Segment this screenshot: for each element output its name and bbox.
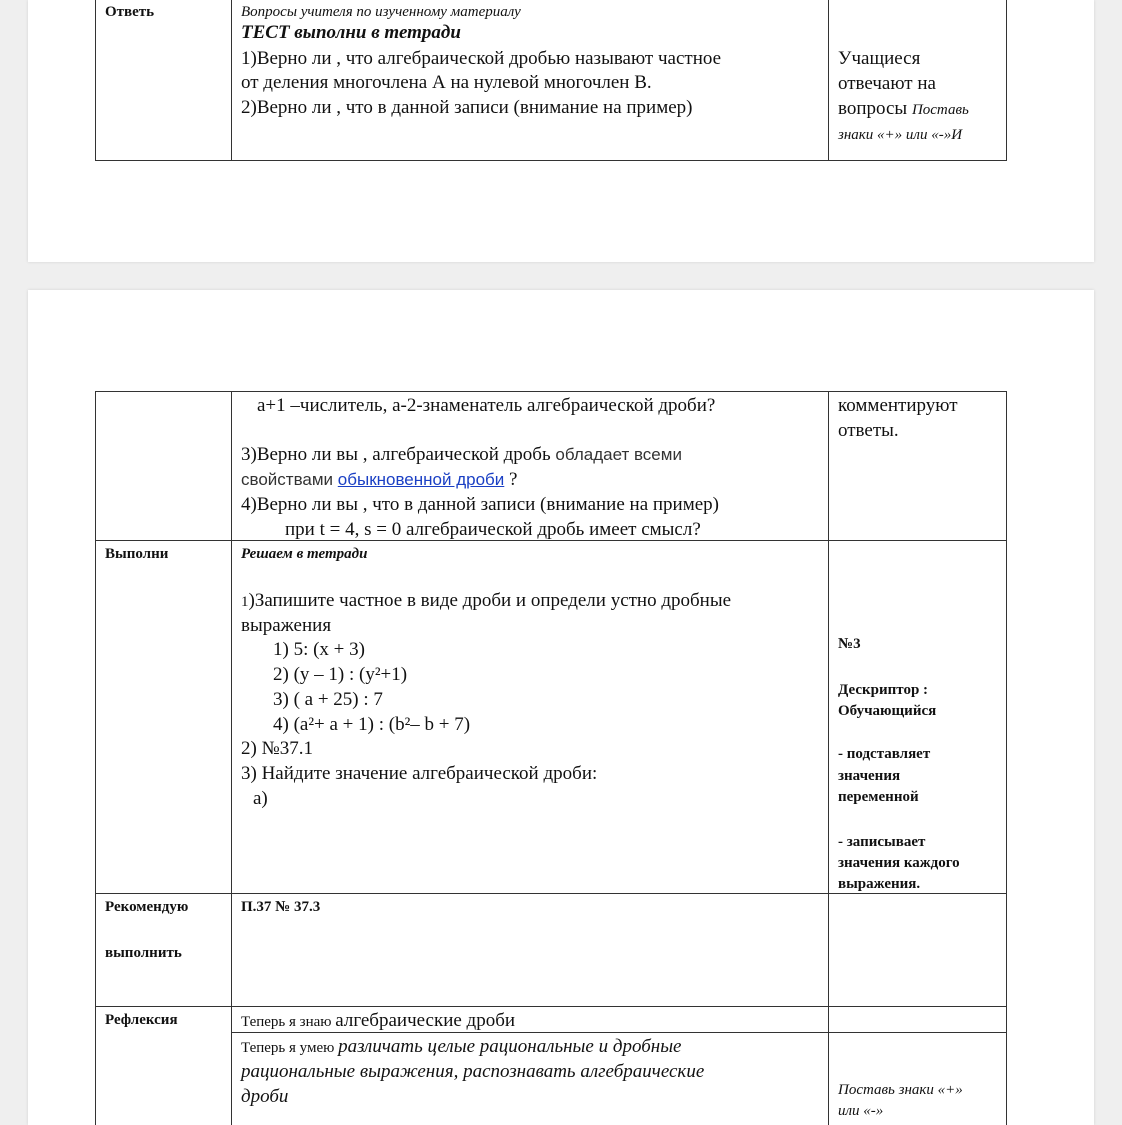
right-text: Учащиеся	[838, 48, 921, 69]
row-label: Выполни	[105, 546, 169, 562]
row-label: Рефлексия	[105, 1012, 178, 1028]
descriptor: Дескриптор :	[838, 682, 929, 698]
descriptor-item: - записывает	[838, 834, 926, 850]
text: обладает всеми	[555, 445, 682, 464]
text-line: 1)Верно ли , что алгебраической дробью называют частное	[241, 48, 722, 69]
table-border	[95, 160, 1007, 161]
task-3: 3) Найдите значение алгебраической дроби:	[241, 763, 598, 784]
text: Поставь	[911, 102, 969, 118]
text-line: выражения	[241, 615, 332, 636]
right-text: Поставь знаки «+»	[838, 1082, 963, 1098]
descriptor-item: переменной	[838, 789, 919, 805]
document-page-2	[28, 290, 1094, 1125]
descriptor-item: значения каждого	[838, 855, 960, 871]
document-page-1	[28, 0, 1094, 262]
task-1	[241, 589, 731, 614]
text-line: a+1 –числитель, а-2-знаменатель алгебраической дроби?	[257, 395, 716, 416]
question-3	[241, 443, 682, 467]
row-label: Рекомендую	[105, 899, 189, 915]
question-4-line2: при t = 4, s = 0 алгебраической дробь имеет смысл?	[285, 519, 701, 540]
text-line: рациональные выражения, распознавать алгебраические	[241, 1061, 705, 1082]
list-item: 3) ( a + 25) : 7	[273, 689, 383, 710]
task-3a: а)	[253, 788, 268, 809]
table-border	[95, 1006, 1007, 1007]
text: вопросы	[838, 98, 912, 119]
text: 1	[241, 594, 249, 610]
table-border	[231, 0, 232, 161]
table-border	[1006, 391, 1007, 1125]
text: свойствами	[241, 470, 338, 489]
descriptor: Обучающийся	[838, 703, 937, 719]
descriptor-item: - подставляет	[838, 746, 931, 762]
text: различать целые рациональные и дробные	[338, 1036, 682, 1057]
question-4: 4)Верно ли вы , что в данной записи (внимание на пример)	[241, 494, 719, 515]
text-line: от деления многочлена А на нулевой многочлен В.	[241, 72, 652, 93]
task-number: №3	[838, 636, 861, 652]
table-border	[95, 0, 96, 161]
test-title: ТЕСТ выполни в тетради	[241, 22, 461, 43]
homework: П.37 № 37.3	[241, 899, 321, 915]
table-border	[828, 391, 829, 1125]
reflection-can	[241, 1035, 682, 1060]
list-item: 1) 5: (x + 3)	[273, 639, 365, 660]
table-border	[231, 391, 232, 1125]
question-3-line2	[241, 468, 517, 492]
row-label: выполнить	[105, 945, 182, 961]
text: Теперь я знаю	[241, 1014, 336, 1030]
text: ?	[504, 469, 518, 490]
descriptor-item: значения	[838, 768, 901, 784]
task-2: 2) №37.1	[241, 738, 313, 759]
right-text: знаки «+» или «-»И	[838, 127, 963, 143]
text: Теперь я умею	[241, 1040, 339, 1056]
text: 3)Верно ли вы , алгебраической дробь	[241, 444, 556, 465]
row-label: Ответь	[105, 4, 155, 20]
subtitle: Вопросы учителя по изученному материалу	[241, 4, 521, 20]
descriptor-item: выражения.	[838, 876, 921, 892]
table-border	[95, 391, 1007, 392]
list-item: 2) (y – 1) : (y²+1)	[273, 664, 408, 685]
reflection-know	[241, 1009, 515, 1034]
right-text: комментируют	[838, 395, 958, 416]
text: алгебраические дроби	[335, 1010, 516, 1031]
common-fraction-link[interactable]: обыкновенной дроби	[337, 470, 505, 489]
text-line: дроби	[241, 1086, 289, 1107]
text-line: 2)Верно ли , что в данной записи (внимание на пример)	[241, 97, 693, 118]
right-text: ответы.	[838, 420, 899, 441]
table-border	[1006, 0, 1007, 161]
table-border	[828, 0, 829, 161]
table-border	[95, 391, 96, 1125]
list-item: 4) (a²+ a + 1) : (b²– b + 7)	[273, 714, 471, 735]
text: )Запишите частное в виде дроби и определи устно дробные	[248, 590, 732, 611]
section-heading: Решаем в тетради	[241, 546, 368, 562]
right-text	[838, 97, 969, 122]
right-text: или «-»	[838, 1103, 884, 1119]
right-text: отвечают на	[838, 73, 936, 94]
